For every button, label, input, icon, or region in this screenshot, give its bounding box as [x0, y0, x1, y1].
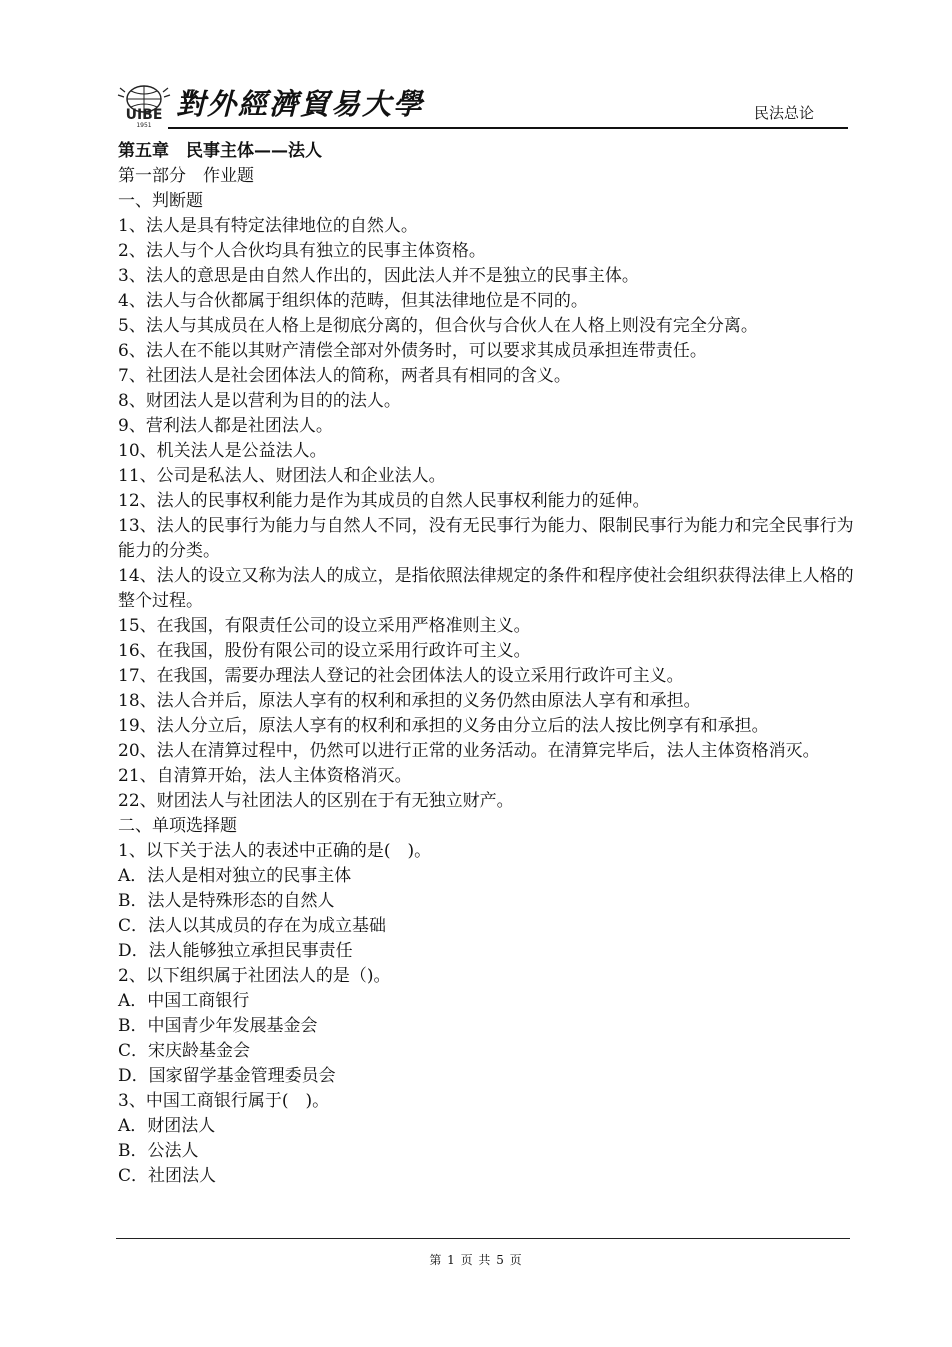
mc-question: 3、中国工商银行属于( )。: [118, 1091, 330, 1111]
mc-option: B．法人是特殊形态的自然人: [118, 891, 335, 911]
page-header: [116, 78, 848, 130]
tf-question: 2、法人与个人合伙均具有独立的民事主体资格。: [118, 241, 486, 261]
mc-option: A．财团法人: [118, 1116, 216, 1136]
tf-question: 8、财团法人是以营利为目的的法人。: [118, 391, 401, 411]
svg-text:UIBE: UIBE: [125, 107, 163, 123]
document-title: 民法总论: [753, 104, 814, 122]
tf-question: 14、法人的设立又称为法人的成立，是指依照法律规定的条件和程序使社会组织获得法律上人格的整个过程。: [118, 566, 854, 611]
chapter-title: 第五章 民事主体——法人: [118, 141, 322, 161]
mc-option: C．宋庆龄基金会: [118, 1041, 251, 1061]
page-number: 第 1 页 共 5 页: [429, 1253, 523, 1267]
mc-option: D．法人能够独立承担民事责任: [118, 941, 353, 961]
mc-option: A．中国工商银行: [118, 991, 250, 1011]
tf-question: 3、法人的意思是由自然人作出的，因此法人并不是独立的民事主体。: [118, 266, 639, 286]
mc-option: C．法人以其成员的存在为成立基础: [118, 916, 387, 936]
tf-question: 16、在我国，股份有限公司的设立采用行政许可主义。: [118, 641, 531, 661]
tf-question: 20、法人在清算过程中，仍然可以进行正常的业务活动。在清算完毕后，法人主体资格消灭。: [118, 741, 820, 761]
tf-question: 5、法人与其成员在人格上是彻底分离的，但合伙与合伙人在人格上则没有完全分离。: [118, 316, 758, 336]
tf-question: 12、法人的民事权利能力是作为其成员的自然人民事权利能力的延伸。: [118, 491, 650, 511]
tf-question: 11、公司是私法人、财团法人和企业法人。: [118, 466, 446, 486]
section-title-true-false: 一、判断题: [118, 191, 203, 211]
university-logo-icon: [116, 82, 172, 128]
tf-question: 6、法人在不能以其财产清偿全部对外债务时，可以要求其成员承担连带责任。: [118, 341, 707, 361]
header-divider: [168, 127, 848, 129]
tf-question: 22、财团法人与社团法人的区别在于有无独立财产。: [118, 791, 514, 811]
section-title-single-choice: 二、单项选择题: [118, 816, 237, 836]
footer-divider: [116, 1238, 850, 1239]
tf-question: 9、营利法人都是社团法人。: [118, 416, 333, 436]
mc-option: B．公法人: [118, 1141, 199, 1161]
mc-question: 2、以下组织属于社团法人的是（)。: [118, 966, 391, 986]
tf-question: 17、在我国，需要办理法人登记的社会团体法人的设立采用行政许可主义。: [118, 666, 684, 686]
tf-question: 10、机关法人是公益法人。: [118, 441, 327, 461]
mc-question: 1、以下关于法人的表述中正确的是( )。: [118, 841, 432, 861]
mc-option: D．国家留学基金管理委员会: [118, 1066, 336, 1086]
document-body: [118, 139, 854, 1189]
tf-question: 15、在我国，有限责任公司的设立采用严格准则主义。: [118, 616, 531, 636]
tf-question: 1、法人是具有特定法律地位的自然人。: [118, 216, 418, 236]
tf-question: 21、自清算开始，法人主体资格消灭。: [118, 766, 412, 786]
svg-text:1951: 1951: [136, 122, 152, 128]
mc-option: B．中国青少年发展基金会: [118, 1016, 318, 1036]
tf-question: 13、法人的民事行为能力与自然人不同，没有无民事行为能力、限制民事行为能力和完全民事行为能力的分类。: [118, 516, 854, 561]
university-name: 對外經濟貿易大學: [176, 87, 425, 121]
part-title: 第一部分 作业题: [118, 166, 254, 186]
tf-question: 19、法人分立后，原法人享有的权利和承担的义务由分立后的法人按比例享有和承担。: [118, 716, 769, 736]
tf-question: 7、社团法人是社会团体法人的简称，两者具有相同的含义。: [118, 366, 571, 386]
mc-option: A．法人是相对独立的民事主体: [118, 866, 352, 886]
mc-option: C．社团法人: [118, 1166, 217, 1186]
tf-question: 18、法人合并后，原法人享有的权利和承担的义务仍然由原法人享有和承担。: [118, 691, 701, 711]
tf-question: 4、法人与合伙都属于组织体的范畴，但其法律地位是不同的。: [118, 291, 588, 311]
